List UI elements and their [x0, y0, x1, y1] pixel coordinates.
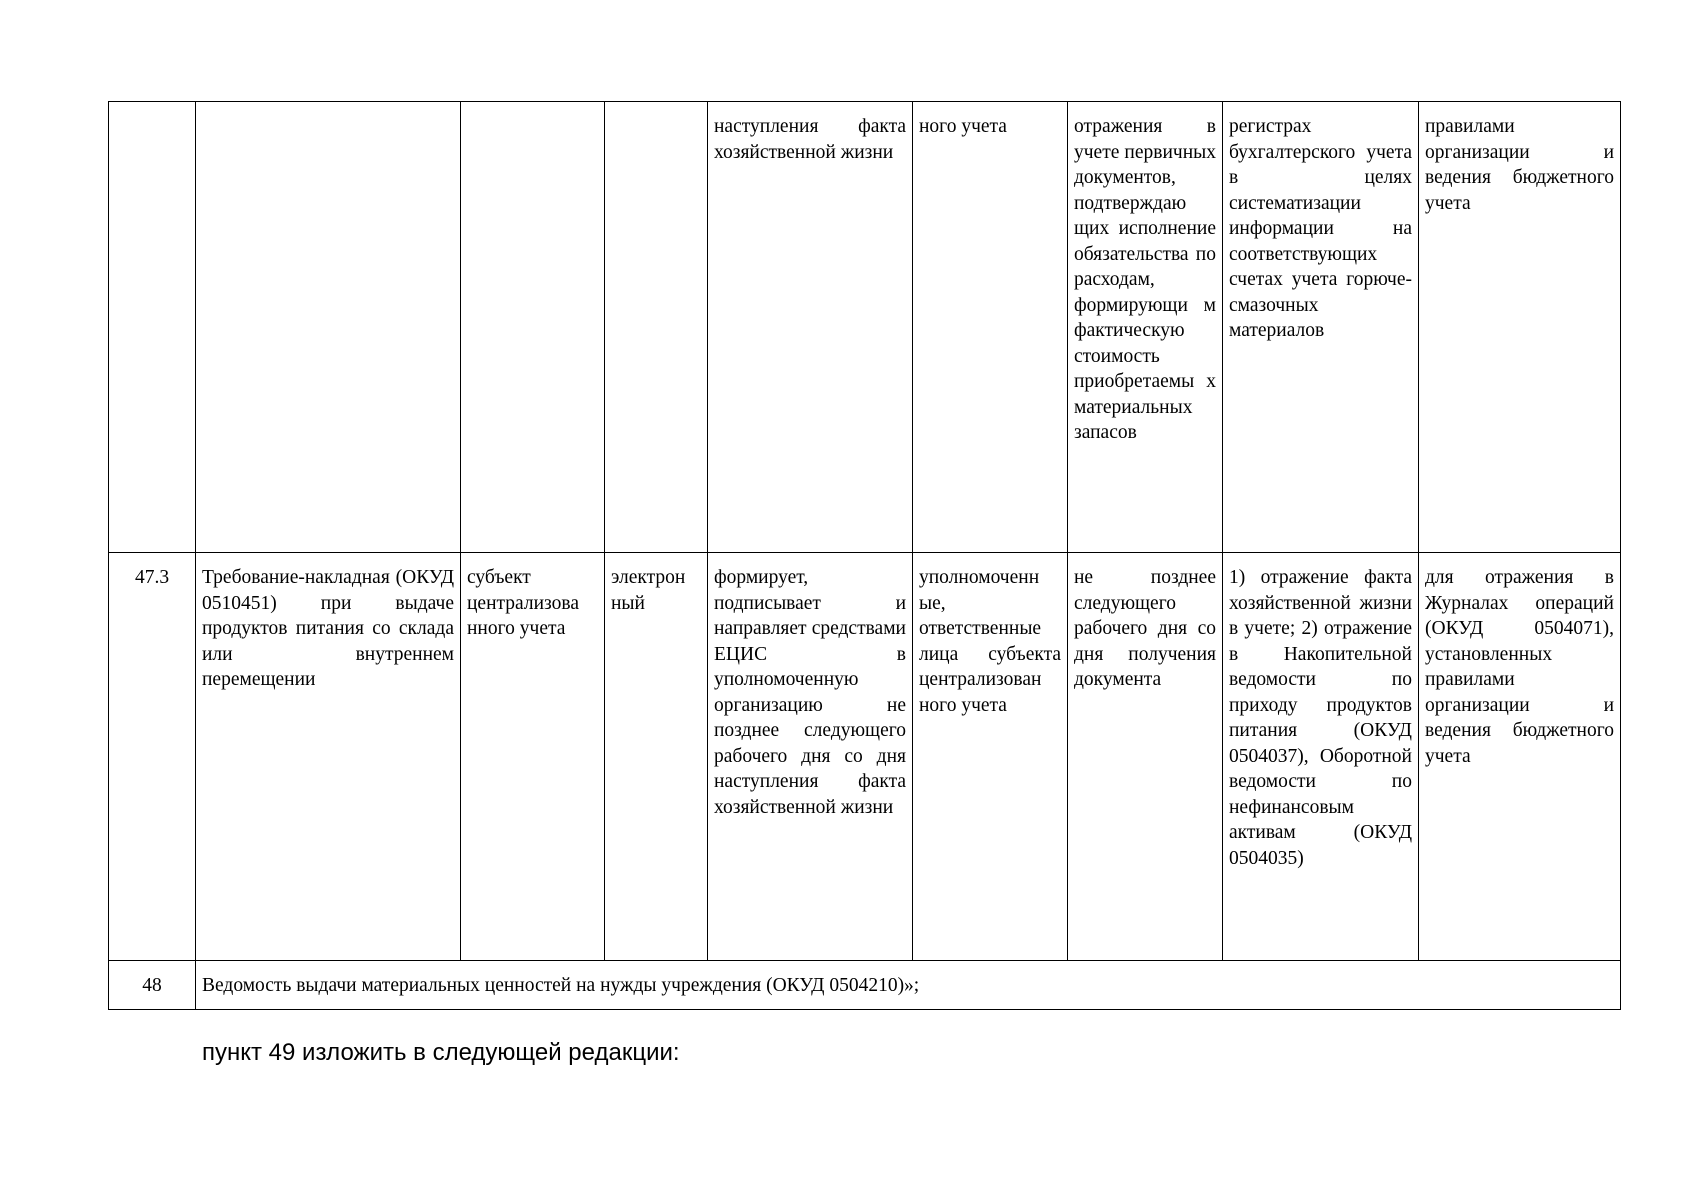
- document-name-cell: Требование-накладная (ОКУД 0510451) при выдаче продуктов питания со склада или внутреннем перемещении: [196, 553, 461, 961]
- recipient-cell: ного учета: [913, 102, 1068, 553]
- form-cell: электрон ный: [605, 553, 708, 961]
- register-cell: для отражения в Журналах операций (ОКУД 0504071), установленных правилами организации и ведения бюджетного учета: [1419, 553, 1621, 961]
- document-table: [108, 101, 1621, 1010]
- accounting-cell: регистрах бухгалтерского учета в целях систематизации информации на соответствующих счетах учета горюче-смазочных материалов: [1223, 102, 1419, 553]
- table-row: [109, 102, 1621, 553]
- merged-document-cell: Ведомость выдачи материальных ценностей на нужды учреждения (ОКУД 0504210)»;: [196, 961, 1621, 1010]
- deadline-cell: не позднее следующего рабочего дня со дня получения документа: [1068, 553, 1223, 961]
- body-paragraph: пункт 49 изложить в следующей редакции:: [202, 1039, 680, 1066]
- row-number: 48: [109, 961, 196, 1010]
- procedure-cell: наступления факта хозяйственной жизни: [708, 102, 913, 553]
- table-row: [109, 553, 1621, 961]
- composer-cell: [461, 102, 605, 553]
- row-number: [109, 102, 196, 553]
- composer-cell: субъект централизова нного учета: [461, 553, 605, 961]
- document-name-cell: [196, 102, 461, 553]
- procedure-cell: формирует, подписывает и направляет средствами ЕЦИС в уполномоченную организацию не позднее следующего рабочего дня со дня наступления факта хозяйственной жизни: [708, 553, 913, 961]
- register-cell: правилами организации и ведения бюджетного учета: [1419, 102, 1621, 553]
- accounting-cell: 1) отражение факта хозяйственной жизни в учете; 2) отражение в Накопительной ведомости по приходу продуктов питания (ОКУД 0504037), Оборотной ведомости по нефинансовым активам (ОКУД 0504035): [1223, 553, 1419, 961]
- row-number: 47.3: [109, 553, 196, 961]
- recipient-cell: уполномоченн ые, ответственные лица субъекта централизован ного учета: [913, 553, 1068, 961]
- deadline-cell: отражения в учете первичных документов, подтверждаю щих исполнение обязательства по расходам, формирующи м фактическую стоимость приобретаемы х материальных запасов: [1068, 102, 1223, 553]
- table-row: [109, 961, 1621, 1010]
- form-cell: [605, 102, 708, 553]
